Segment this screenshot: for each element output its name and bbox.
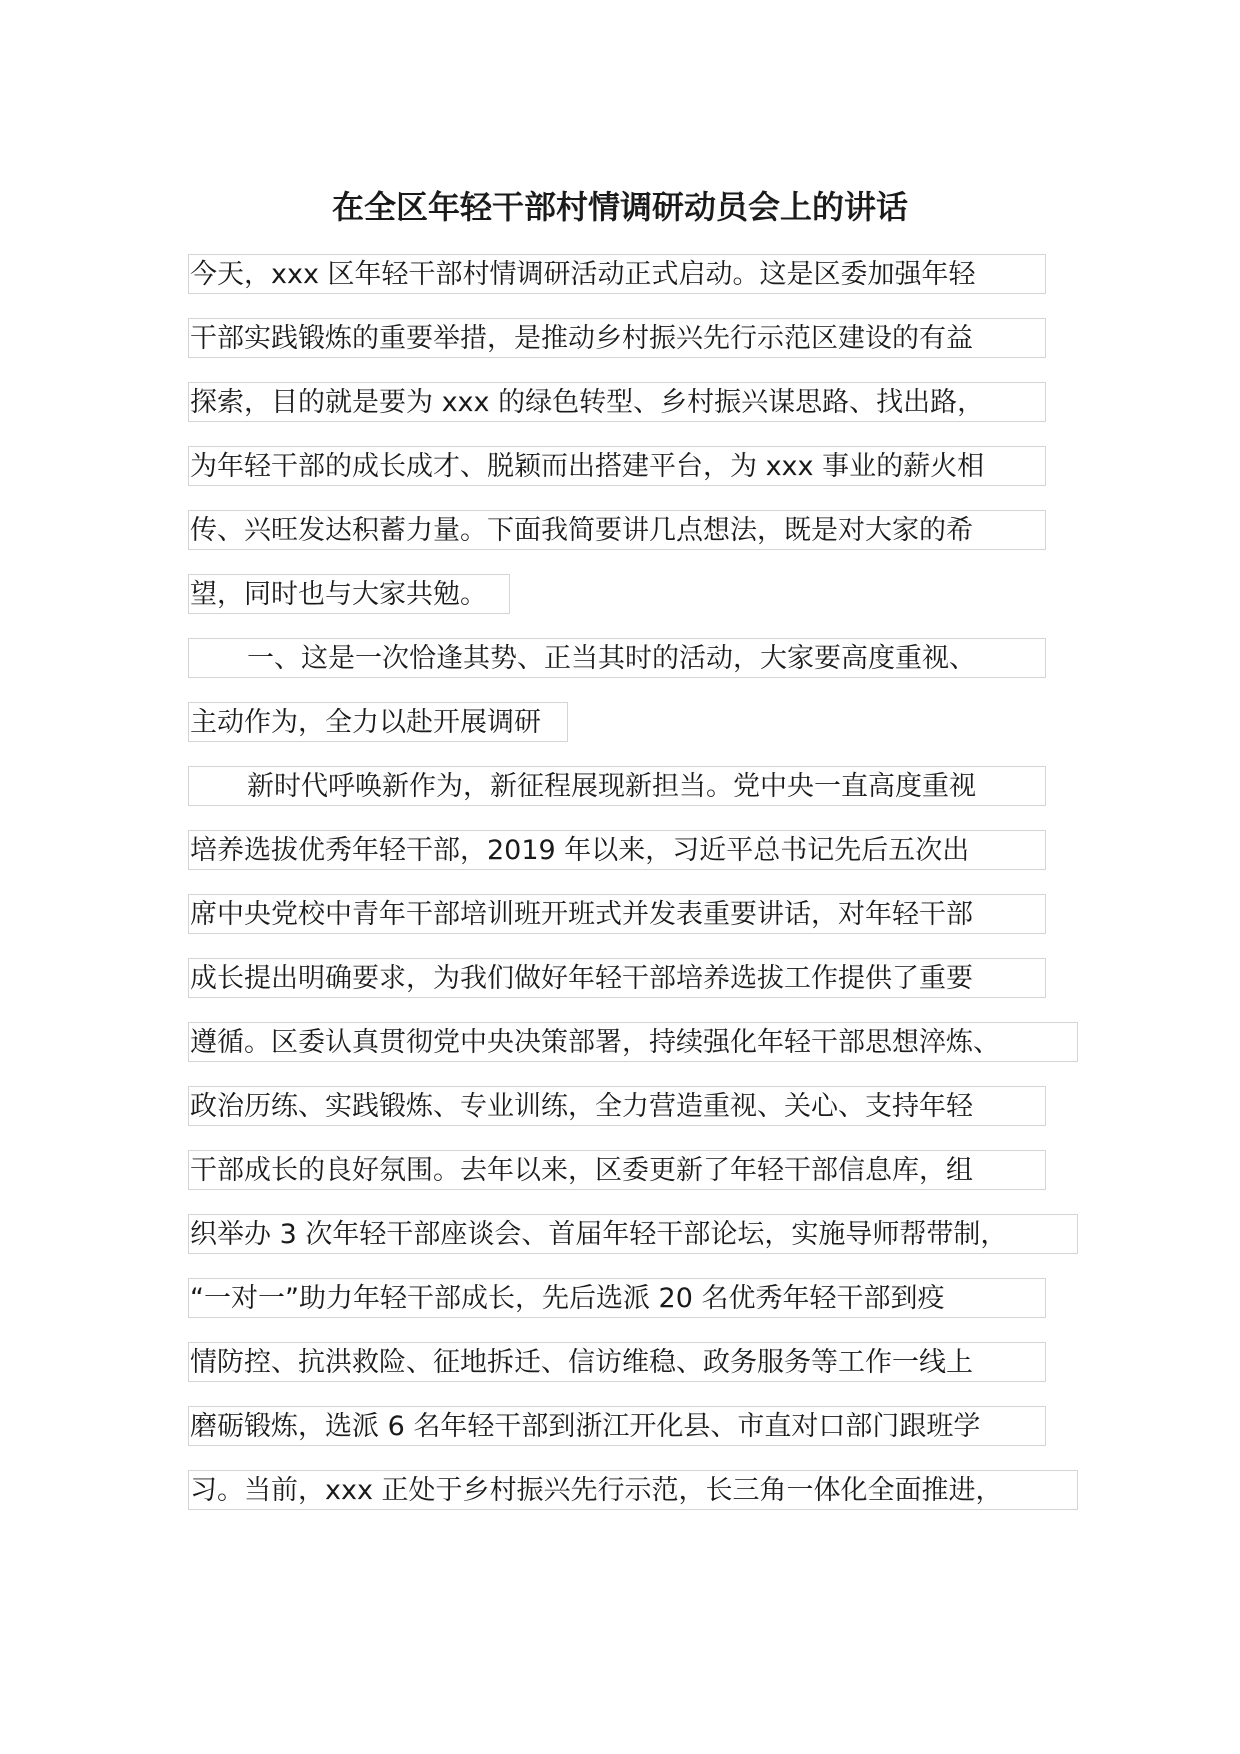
text-line: “一对一”助力年轻干部成长，先后选派 20 名优秀年轻干部到疫 <box>188 1278 1046 1318</box>
text-line: 今天，xxx 区年轻干部村情调研活动正式启动。这是区委加强年轻 <box>188 254 1046 294</box>
text-line: 干部实践锻炼的重要举措，是推动乡村振兴先行示范区建设的有益 <box>188 318 1046 358</box>
document-title: 在全区年轻干部村情调研动员会上的讲话 <box>331 188 908 226</box>
text-line: 新时代呼唤新作为，新征程展现新担当。党中央一直高度重视 <box>188 766 1046 806</box>
text-line: 望，同时也与大家共勉。 <box>188 574 510 614</box>
text-line: 成长提出明确要求，为我们做好年轻干部培养选拔工作提供了重要 <box>188 958 1046 998</box>
text-line: 为年轻干部的成长成才、脱颖而出搭建平台，为 xxx 事业的薪火相 <box>188 446 1046 486</box>
text-line: 磨砺锻炼，选派 6 名年轻干部到浙江开化县、市直对口部门跟班学 <box>188 1406 1046 1446</box>
text-line: 织举办 3 次年轻干部座谈会、首届年轻干部论坛，实施导师帮带制， <box>188 1214 1078 1254</box>
text-line: 情防控、抗洪救险、征地拆迁、信访维稳、政务服务等工作一线上 <box>188 1342 1046 1382</box>
text-line: 习。当前，xxx 正处于乡村振兴先行示范，长三角一体化全面推进， <box>188 1470 1078 1510</box>
text-line: 席中央党校中青年干部培训班开班式并发表重要讲话，对年轻干部 <box>188 894 1046 934</box>
section-heading-line: 一、这是一次恰逢其势、正当其时的活动，大家要高度重视、 <box>188 638 1046 678</box>
text-line: 传、兴旺发达积蓄力量。下面我简要讲几点想法，既是对大家的希 <box>188 510 1046 550</box>
text-line: 干部成长的良好氛围。去年以来，区委更新了年轻干部信息库，组 <box>188 1150 1046 1190</box>
text-line: 遵循。区委认真贯彻党中央决策部署，持续强化年轻干部思想淬炼、 <box>188 1022 1078 1062</box>
text-line: 政治历练、实践锻炼、专业训练，全力营造重视、关心、支持年轻 <box>188 1086 1046 1126</box>
text-line: 培养选拔优秀年轻干部，2019 年以来，习近平总书记先后五次出 <box>188 830 1046 870</box>
text-line: 探索，目的就是要为 xxx 的绿色转型、乡村振兴谋思路、找出路， <box>188 382 1046 422</box>
section-heading-line: 主动作为，全力以赴开展调研 <box>188 702 568 742</box>
